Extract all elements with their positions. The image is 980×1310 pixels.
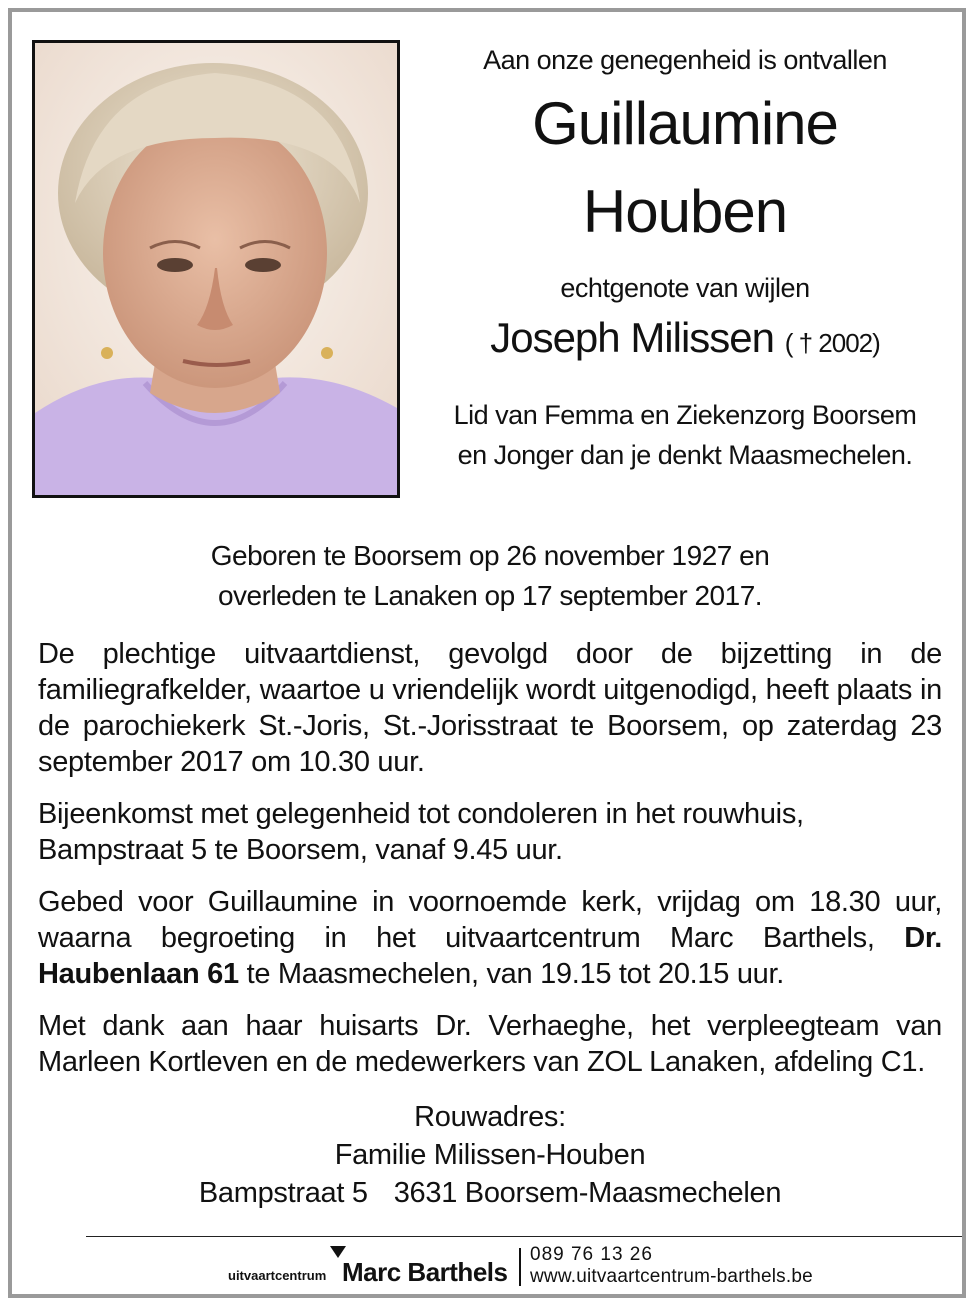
notice-body: [38, 636, 942, 1096]
spouse-label: echtgenote van wijlen: [560, 273, 810, 303]
membership-line-1: Lid van Femma en Ziekenzorg Boorsem: [453, 400, 917, 430]
membership-block: [420, 395, 950, 475]
logo-name: Marc Barthels: [342, 1257, 508, 1287]
life-dates: [0, 536, 980, 616]
membership-line-2: en Jonger dan je denkt Maasmechelen.: [457, 440, 913, 470]
logo-prefix: uitvaartcentrum: [228, 1268, 327, 1283]
deceased-last-name: Houben: [582, 178, 788, 245]
address-family: Familie Milissen-Houben: [334, 1139, 646, 1171]
prayer-text-1: Gebed voor Guillaumine in voornoemde kerk, vrijdag om 18.30 uur, waarna begroeting in het uitvaartcentrum Marc Barthels,: [38, 886, 942, 954]
prayer-text-2: te Maasmechelen, van 19.15 tot 20.15 uur.: [246, 958, 785, 990]
intro-line: Aan onze genegenheid is ontvallen: [483, 45, 887, 75]
spouse-name: Joseph Milissen: [490, 314, 775, 361]
footer-divider: [86, 1236, 962, 1237]
footer-website-link[interactable]: www.uitvaartcentrum-barthels.be: [530, 1266, 813, 1287]
funeral-home-address: Dr. Haubenlaan 61: [38, 922, 942, 990]
spouse-death-note: ( † 2002): [784, 328, 880, 358]
footer-phone[interactable]: 089 76 13 26: [530, 1244, 653, 1265]
deceased-first-name: Guillaumine: [532, 90, 838, 157]
footer: [0, 1244, 980, 1294]
address-city: 3631 Boorsem-Maasmechelen: [393, 1177, 782, 1209]
thanks-paragraph: Met dank aan haar huisarts Dr. Verhaeghe, het verpleegteam van Marleen Kortleven en de medewerkers van ZOL Lanaken, afdeling C1.: [38, 1010, 942, 1078]
condolence-paragraph: Bijeenkomst met gelegenheid tot condoleren in het rouwhuis, Bampstraat 5 te Boorsem, vanaf 9.45 uur.: [38, 798, 804, 866]
portrait-photo: [32, 40, 400, 498]
header-block: [420, 40, 950, 475]
footer-separator: [519, 1248, 521, 1286]
mourning-address: [0, 1098, 980, 1212]
address-street: Bampstraat 5: [198, 1177, 368, 1209]
died-line: overleden te Lanaken op 17 september 2017.: [217, 580, 763, 611]
prayer-paragraph: [38, 884, 942, 992]
spouse-line: [420, 308, 950, 373]
address-label: Rouwadres:: [414, 1101, 566, 1133]
address-line: [0, 1174, 980, 1212]
portrait-image: [35, 43, 397, 495]
funeral-service-paragraph: De plechtige uitvaartdienst, gevolgd door de bijzetting in de familiegrafkelder, waartoe u vriendelijk wordt uitgenodigd, heeft plaats in de parochiekerk St.-Joris, St.-Jorisstraat te Boorsem, op zaterdag 23 september 2017 om 10.30 uur.: [38, 638, 942, 778]
born-line: Geboren te Boorsem op 26 november 1927 en: [210, 540, 770, 571]
